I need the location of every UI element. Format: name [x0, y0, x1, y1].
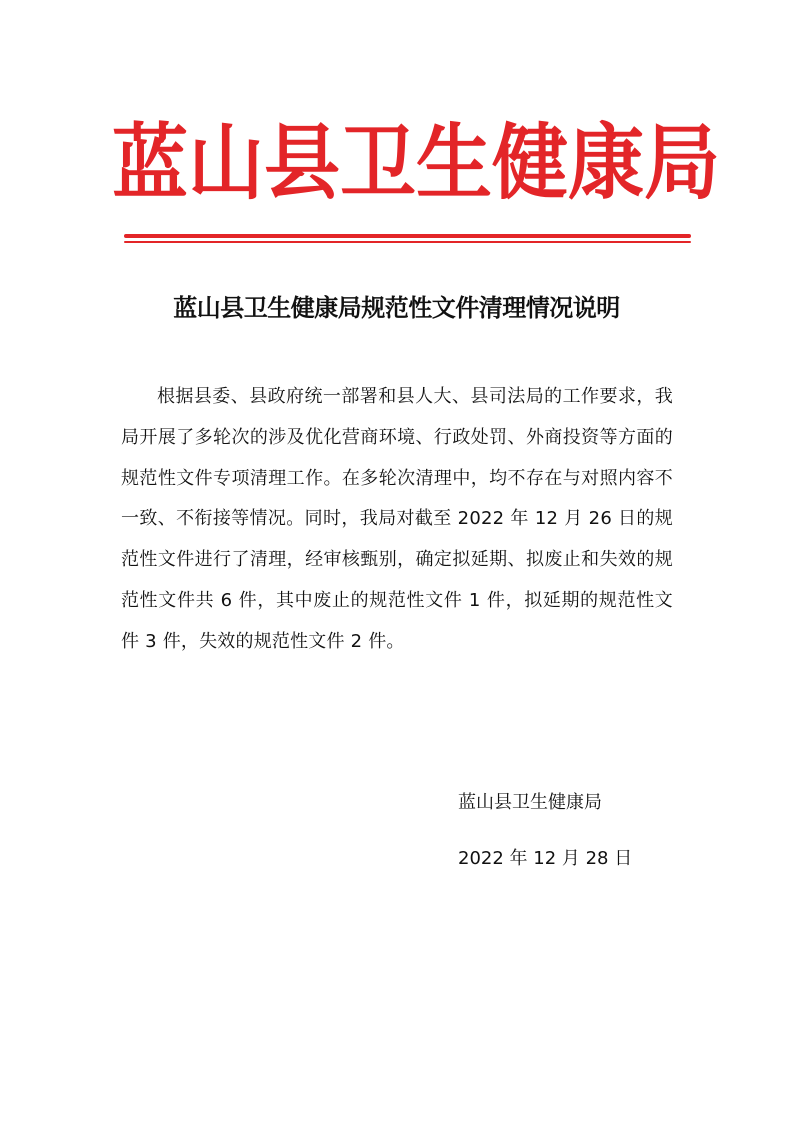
- masthead-char: 蓝: [112, 114, 188, 211]
- masthead-char: 生: [416, 114, 492, 211]
- signature-date: 2022 年 12 月 28 日: [458, 848, 633, 869]
- masthead-char: 康: [568, 114, 644, 211]
- masthead-divider-thick: [124, 234, 691, 238]
- body-paragraph: 根据县委、县政府统一部署和县人大、县司法局的工作要求，我局开展了多轮次的涉及优化营商环境、行政处罚、外商投资等方面的规范性文件专项清理工作。在多轮次清理中，均不存在与对照内容不一致、不衔接等情况。同时，我局对截至 2022 年 12 月 26 日的规范性文件进行了清理，经审核甄别，确定拟延期、拟废止和失效的规范性文件共 6 件，其中废止的规范性文件 1 件，拟延期的规范性文件 3 件，失效的规范性文件 2 件。: [121, 386, 673, 652]
- masthead-char: 县: [264, 114, 340, 211]
- masthead-char: 局: [644, 114, 720, 211]
- masthead-title: [112, 108, 720, 218]
- signature-organization: 蓝山县卫生健康局: [458, 792, 602, 813]
- masthead-char: 卫: [340, 114, 416, 211]
- masthead-char: 健: [492, 114, 568, 211]
- document-title: 蓝山县卫生健康局规范性文件清理情况说明: [173, 293, 620, 322]
- masthead-char: 山: [188, 114, 264, 211]
- masthead-divider-thin: [124, 241, 691, 243]
